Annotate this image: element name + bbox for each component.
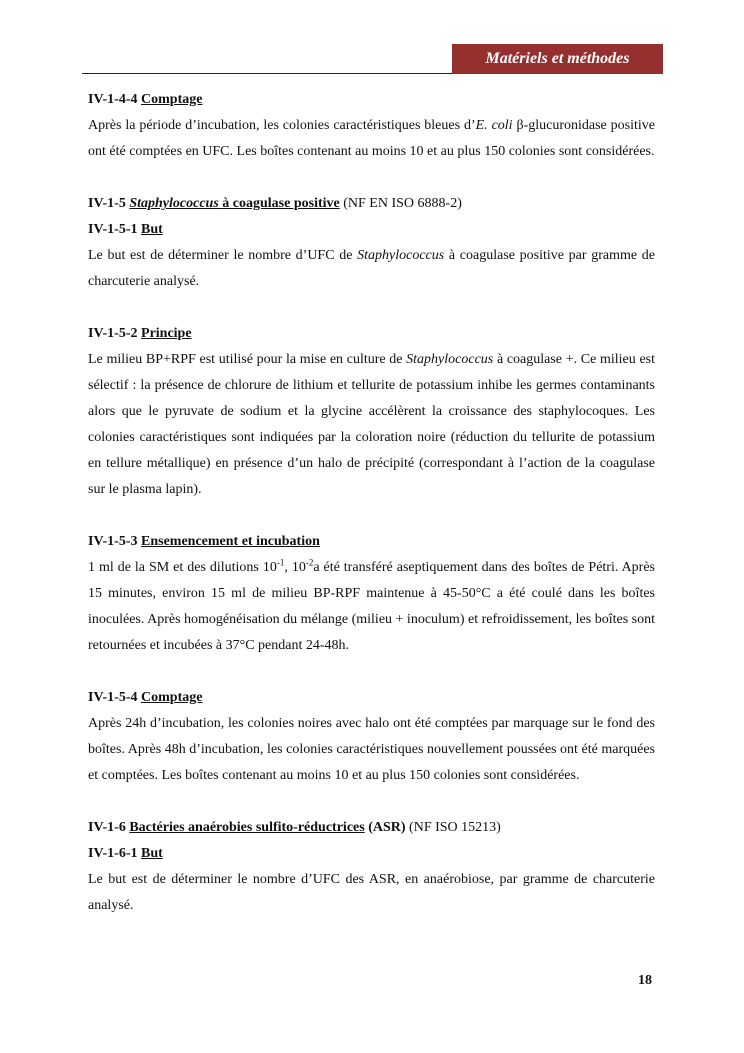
paragraph-principe: Le milieu BP+RPF est utilisé pour la mise en culture de Staphylococcus à coagulase +. Ce milieu est sélectif : la présence de chlorure de lithium et tellurite de potassium inhibe les germes contaminants alors que le pyruvate de sodium et la glycine accélèrent la croissance des staphylocoques. Les colonies caractéristiques sont indiquées par la coloration noire (réduction du tellurite de potassium en tellure métallique) en présence d’un halo de précipité (correspondant à l’action de la coagulase sur le plasma lapin). [88,352,655,497]
spacer [88,659,655,685]
paragraph-but-staph: Le but est de déterminer le nombre d’UFC de Staphylococcus à coagulase positive par gramme de charcuterie analysé. [88,248,655,289]
document-body [88,87,655,919]
heading-iv-1-5-1: IV-1-5-1 But [88,222,163,237]
spacer [88,789,655,815]
section-header-banner [452,44,663,74]
heading-iv-1-5-3: IV-1-5-3 Ensemencement et incubation [88,534,320,549]
page-number: 18 [638,973,652,988]
heading-iv-1-6: IV-1-6 Bactéries anaérobies sulfito-réductrices (ASR) (NF ISO 15213) [88,820,501,835]
heading-iv-1-5: IV-1-5 Staphylococcus à coagulase positive (NF EN ISO 6888-2) [88,196,462,211]
paragraph-comptage-ecoli: Après la période d’incubation, les colonies caractéristiques bleues d’E. coli β-glucuronidase positive ont été comptées en UFC. Les boîtes contenant au moins 10 et au plus 150 colonies sont considérées. [88,118,655,159]
paragraph-ensemencement: 1 ml de la SM et des dilutions $10^{-1}$, $10^{-2}a$ été transféré aseptiquement dans des boîtes de Pétri. Après 15 minutes, environ 15 ml de milieu BP-RPF maintenue à 45-50°C a été coulé dans les boîtes inoculées. Après homogénéisation du mélange (milieu + inoculum) et refroidissement, les boîtes sont retournées et incubées à 37°C pendant 24-48h. [88,557,655,653]
paragraph-but-asr: Le but est de déterminer le nombre d’UFC des ASR, en anaérobiose, par gramme de charcuterie analysé. [88,872,655,913]
heading-iv-1-4-4: IV-1-4-4 Comptage [88,92,203,107]
header-title: Matériels et méthodes [485,50,630,67]
paragraph-comptage-staph: Après 24h d’incubation, les colonies noires avec halo ont été comptées par marquage sur le fond des boîtes. Après 48h d’incubation, les colonies caractéristiques nouvellement poussées ont été marquées et comptées. Les boîtes contenant au moins 10 et au plus 150 colonies sont considérées. [88,716,655,783]
spacer [88,165,655,191]
heading-title: Comptage [141,92,203,107]
spacer [88,503,655,529]
heading-iv-1-6-1: IV-1-6-1 But [88,846,163,861]
heading-iv-1-5-2: IV-1-5-2 Principe [88,326,192,341]
heading-iv-1-5-4: IV-1-5-4 Comptage [88,690,203,705]
spacer [88,295,655,321]
